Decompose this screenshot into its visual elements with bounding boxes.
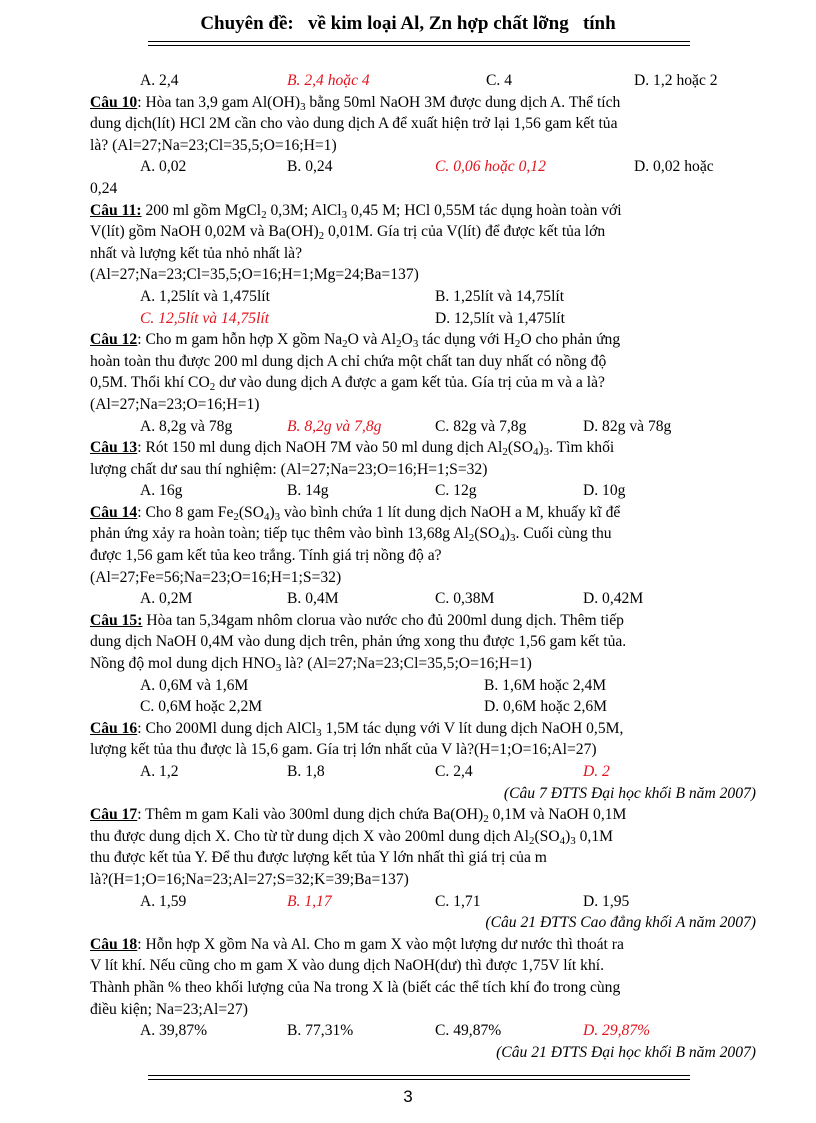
question-content bbox=[90, 70, 760, 1063]
option-a: A. 1,25lít và 1,475lít bbox=[140, 287, 270, 305]
q10-line: dung dịch(lít) HCl 2M cần cho vào dung dịch A để xuất hiện trở lại 1,56 gam kết tủa bbox=[90, 115, 618, 133]
option-b-answer: B. 2,4 hoặc 4 bbox=[287, 72, 370, 89]
q17-label: Câu 17 bbox=[90, 806, 138, 824]
option-a: A. 16g bbox=[140, 482, 183, 500]
q14-line: (Al=27;Fe=56;Na=23;O=16;H=1;S=32) bbox=[90, 568, 342, 586]
q17-source: (Câu 21 ĐTTS Cao đẳng khối A năm 2007) bbox=[485, 914, 756, 932]
option-a: A. 8,2g và 78g bbox=[140, 417, 233, 435]
q15-options bbox=[90, 675, 760, 697]
option-d: D. 82g và 78g bbox=[583, 417, 672, 435]
option-d: D. 0,02 hoặc bbox=[634, 158, 714, 176]
header-rule-bottom bbox=[148, 45, 690, 46]
option-c: C. 0,6M hoặc 2,2M bbox=[140, 698, 263, 716]
option-d: D. 0,6M hoặc 2,6M bbox=[484, 698, 608, 716]
q11-line: V(lít) gồm NaOH 0,02M và $Ba(OH)_2$ 0,01M. Gía trị của V(lít) để được kết tủa lớn bbox=[90, 223, 606, 243]
option-c-answer: C. 12,5lít và 14,75lít bbox=[140, 309, 270, 327]
option-d: D. 12,5lít và 1,475lít bbox=[435, 309, 565, 327]
option-c: C. 49,87% bbox=[435, 1022, 502, 1040]
option-a: A. 1,2 bbox=[140, 763, 179, 780]
option-a: A. 39,87% bbox=[140, 1022, 208, 1040]
q11-line: Câu 11: 200 ml gồm MgCl$_2$ 0,3M; AlCl$_3$ 0,45 M; HCl 0,55M tác dụng hoàn toàn với bbox=[90, 201, 622, 221]
footer-rule-top bbox=[148, 1075, 690, 1076]
q13-options bbox=[90, 480, 760, 502]
option-a: A. 2,4 bbox=[140, 72, 179, 89]
q18-options bbox=[90, 1020, 760, 1042]
page-header-title: Chuyên đề: về kim loại Al, Zn hợp chất lỡng tính bbox=[200, 13, 616, 34]
option-a: A. 0,2M bbox=[140, 590, 193, 608]
q15-line: Nồng độ mol dung dịch $HNO_3$ là? (Al=27;Na=23;Cl=35,5;O=16;H=1) bbox=[90, 655, 532, 675]
q12-options bbox=[90, 416, 760, 438]
option-b: B. 1,8 bbox=[287, 763, 325, 780]
q17-line: thu được dung dịch X. Cho từ từ dung dịch X vào 200ml dung dịch $Al_2(SO_4)_3$ 0,1M bbox=[90, 827, 613, 847]
option-b: B. 0,4M bbox=[287, 590, 339, 608]
q15-options bbox=[90, 696, 760, 718]
option-c: C. 12g bbox=[435, 482, 477, 500]
q16-label: Câu 16 bbox=[90, 719, 138, 737]
option-b: B. 1,25lít và 14,75lít bbox=[435, 287, 565, 305]
q10-line: Câu 10: Hòa tan 3,9 gam $Al(OH)_3$ bằng 50ml NaOH 3M được dung dịch A. Thể tích bbox=[90, 93, 621, 113]
q14-label: Câu 14 bbox=[90, 503, 138, 521]
q16-options bbox=[90, 761, 760, 783]
q13-line: Câu 13: Rót 150 ml dung dịch NaOH 7M vào 50 ml dung dịch $Al_2(SO_4)_3$. Tìm khối bbox=[90, 439, 615, 459]
q18-label: Câu 18 bbox=[90, 935, 138, 953]
q9-options bbox=[90, 70, 760, 92]
q10-options bbox=[90, 156, 760, 178]
q18-line: Câu 18: Hỗn hợp X gồm Na và Al. Cho m gam X vào một lượng dư nước thì thoát ra bbox=[90, 935, 624, 953]
q15-label: Câu 15: bbox=[90, 611, 143, 629]
q16-source: (Câu 7 ĐTTS Đại học khối B năm 2007) bbox=[503, 784, 756, 802]
page-number: 3 bbox=[403, 1087, 413, 1106]
option-c: C. 1,71 bbox=[435, 892, 481, 910]
option-d-answer: D. 2 bbox=[583, 763, 610, 780]
q15-line: Câu 15: Hòa tan 5,34gam nhôm clorua vào nước cho đủ 200ml dung dịch. Thêm tiếp bbox=[90, 611, 624, 629]
option-c: C. 82g và 7,8g bbox=[435, 417, 527, 435]
q18-source: (Câu 21 ĐTTS Đại học khối B năm 2007) bbox=[496, 1043, 756, 1061]
option-d: D. 0,42M bbox=[583, 590, 644, 608]
option-b: B. 77,31% bbox=[287, 1022, 354, 1040]
q14-line: được 1,56 gam kết tủa keo trắng. Tính giá trị nồng độ a? bbox=[90, 547, 442, 565]
option-a: A. 1,59 bbox=[140, 892, 187, 910]
option-c-answer: C. 0,06 hoặc 0,12 bbox=[435, 158, 546, 176]
option-b-answer: B. 1,17 bbox=[287, 892, 332, 910]
option-a: A. 0,02 bbox=[140, 158, 187, 176]
option-c: C. 0,38M bbox=[435, 590, 495, 608]
option-d: D. 1,2 hoặc 2 bbox=[634, 72, 718, 89]
q17-options bbox=[90, 891, 760, 913]
q17-line: Câu 17: Thêm m gam Kali vào 300ml dung dịch chứa $Ba(OH)_2$ 0,1M và NaOH 0,1M bbox=[90, 806, 627, 826]
q10-option-d-cont: 0,24 bbox=[90, 179, 118, 197]
q18-line: Thành phần % theo khối lượng của Na trong X là (biết các thể tích khí đo trong cùng bbox=[90, 978, 621, 996]
q12-line: 0,5M. Thổi khí $CO_2$ dư vào dung dịch A được a gam kết tủa. Gía trị của m và a là? bbox=[90, 374, 605, 394]
q12-line: hoàn toàn thu được 200 ml dung dịch A chỉ chứa một chất tan duy nhất có nồng độ bbox=[90, 352, 607, 370]
option-d: D. 1,95 bbox=[583, 892, 630, 910]
q10-line: là? (Al=27;Na=23;Cl=35,5;O=16;H=1) bbox=[90, 136, 337, 154]
q16-line: Câu 16: Cho 200Ml dung dịch AlCl$_3$ 1,5M tác dụng với V lít dung dịch NaOH 0,5M, bbox=[90, 719, 624, 739]
q17-line: là?(H=1;O=16;Na=23;Al=27;S=32;K=39;Ba=137) bbox=[90, 870, 409, 888]
q11-line: (Al=27;Na=23;Cl=35,5;O=16;H=1;Mg=24;Ba=137) bbox=[90, 266, 419, 284]
q17-line: thu được kết tủa Y. Để thu được lượng kết tủa Y lớn nhất thì giá trị của m bbox=[90, 849, 547, 867]
option-b-answer: B. 8,2g và 7,8g bbox=[287, 417, 382, 435]
q12-line: Câu 12: Cho m gam hỗn hợp X gồm $Na_2O$ và $Al_2O_3$ tác dụng với $H_2O$ cho phản ứng bbox=[90, 331, 621, 351]
q18-line: điều kiện; Na=23;Al=27) bbox=[90, 1000, 248, 1018]
footer-rule-bottom bbox=[148, 1079, 690, 1080]
option-d-answer: D. 29,87% bbox=[583, 1022, 651, 1040]
option-d: D. 10g bbox=[583, 482, 626, 500]
q13-label: Câu 13 bbox=[90, 439, 138, 457]
q11-line: nhất và lượng kết tủa nhỏ nhất là? bbox=[90, 244, 302, 262]
q11-label: Câu 11: bbox=[90, 201, 142, 219]
option-b: B. 14g bbox=[287, 482, 329, 500]
q11-options bbox=[90, 308, 760, 330]
option-c: C. 2,4 bbox=[435, 763, 473, 780]
q14-line: Câu 14: Cho 8 gam $Fe_2(SO_4)_3$ vào bình chứa 1 lít dung dịch NaOH a M, khuấy kĩ để bbox=[90, 503, 621, 523]
q12-line: (Al=27;Na=23;O=16;H=1) bbox=[90, 395, 260, 413]
q14-line: phản ứng xảy ra hoàn toàn; tiếp tục thêm vào bình 13,68g $Al_2(SO_4)_3$. Cuối cùng thu bbox=[90, 525, 612, 545]
q15-line: dung dịch NaOH 0,4M vào dung dịch trên, phản ứng xong thu được 1,56 gam kết tủa. bbox=[90, 633, 627, 651]
q10-label: Câu 10 bbox=[90, 93, 138, 111]
option-b: B. 0,24 bbox=[287, 158, 333, 176]
q16-line: lượng kết tủa thu được là 15,6 gam. Gía trị lớn nhất của V là?(H=1;O=16;Al=27) bbox=[90, 741, 597, 759]
q18-line: V lít khí. Nếu cũng cho m gam X vào dung dịch NaOH(dư) thì được 1,75V lít khí. bbox=[90, 957, 604, 975]
q12-label: Câu 12 bbox=[90, 331, 138, 349]
option-b: B. 1,6M hoặc 2,4M bbox=[484, 676, 607, 694]
header-rule-top bbox=[148, 41, 690, 42]
q11-options bbox=[90, 286, 760, 308]
q13-line: lượng chất dư sau thí nghiệm: (Al=27;Na=23;O=16;H=1;S=32) bbox=[90, 460, 488, 478]
q14-options bbox=[90, 588, 760, 610]
option-a: A. 0,6M và 1,6M bbox=[140, 676, 249, 694]
option-c: C. 4 bbox=[486, 72, 512, 89]
